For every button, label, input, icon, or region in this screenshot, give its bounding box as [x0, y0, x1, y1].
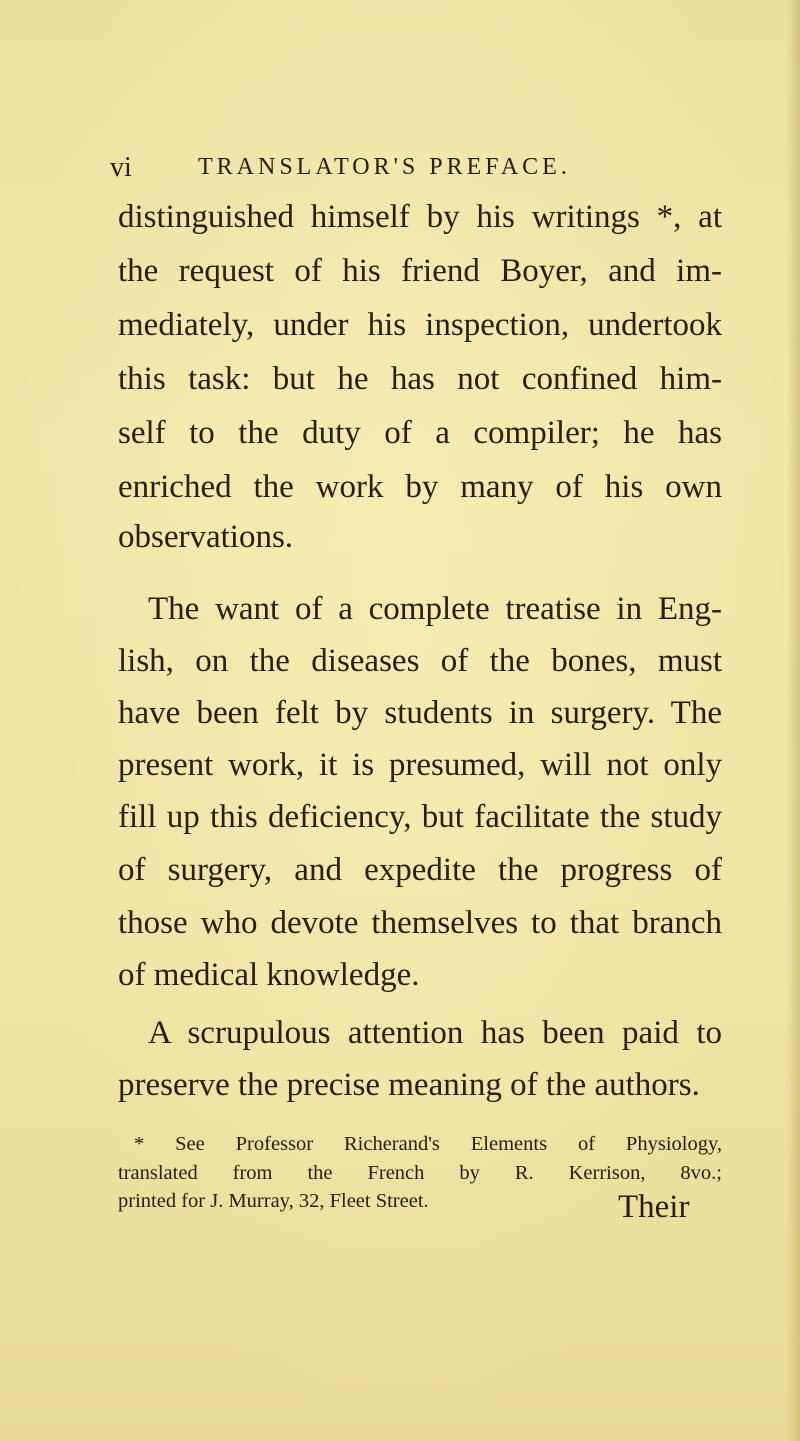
text-line: The want of a complete treatise in Eng-: [148, 591, 722, 627]
text-line: lish, on the diseases of the bones, must: [118, 643, 722, 679]
footnote-line: translated from the French by R. Kerrison, 8vo.;: [118, 1162, 722, 1184]
page-number: vi: [110, 152, 132, 183]
text-line: the request of his friend Boyer, and im-: [118, 253, 722, 289]
catchword: Their: [618, 1189, 690, 1225]
text-line: those who devote themselves to that branch: [118, 905, 722, 941]
page-header: [110, 152, 750, 188]
text-line: distinguished himself by his writings *, at: [118, 199, 722, 235]
text-line: self to the duty of a compiler; he has: [118, 415, 722, 451]
running-title: TRANSLATOR'S PREFACE.: [198, 154, 571, 180]
text-line: this task: but he has not confined him-: [118, 361, 722, 397]
text-line: A scrupulous attention has been paid to: [148, 1015, 722, 1051]
text-line: mediately, under his inspection, undertook: [118, 307, 722, 343]
text-line: enriched the work by many of his own: [118, 469, 722, 505]
text-line: observations.: [118, 519, 294, 555]
text-line: preserve the precise meaning of the authors.: [118, 1067, 700, 1103]
text-line: of surgery, and expedite the progress of: [118, 852, 722, 888]
footnote-line: printed for J. Murray, 32, Fleet Street.: [118, 1190, 429, 1212]
text-line: present work, it is presumed, will not only: [118, 747, 722, 783]
text-line: of medical knowledge.: [118, 957, 420, 993]
text-line: fill up this deficiency, but facilitate the study: [118, 799, 722, 835]
footnote-line: * See Professor Richerand's Elements of Physiology,: [134, 1133, 722, 1155]
text-line: have been felt by students in surgery. The: [118, 695, 722, 731]
page-edge-shadow: [786, 0, 800, 1441]
